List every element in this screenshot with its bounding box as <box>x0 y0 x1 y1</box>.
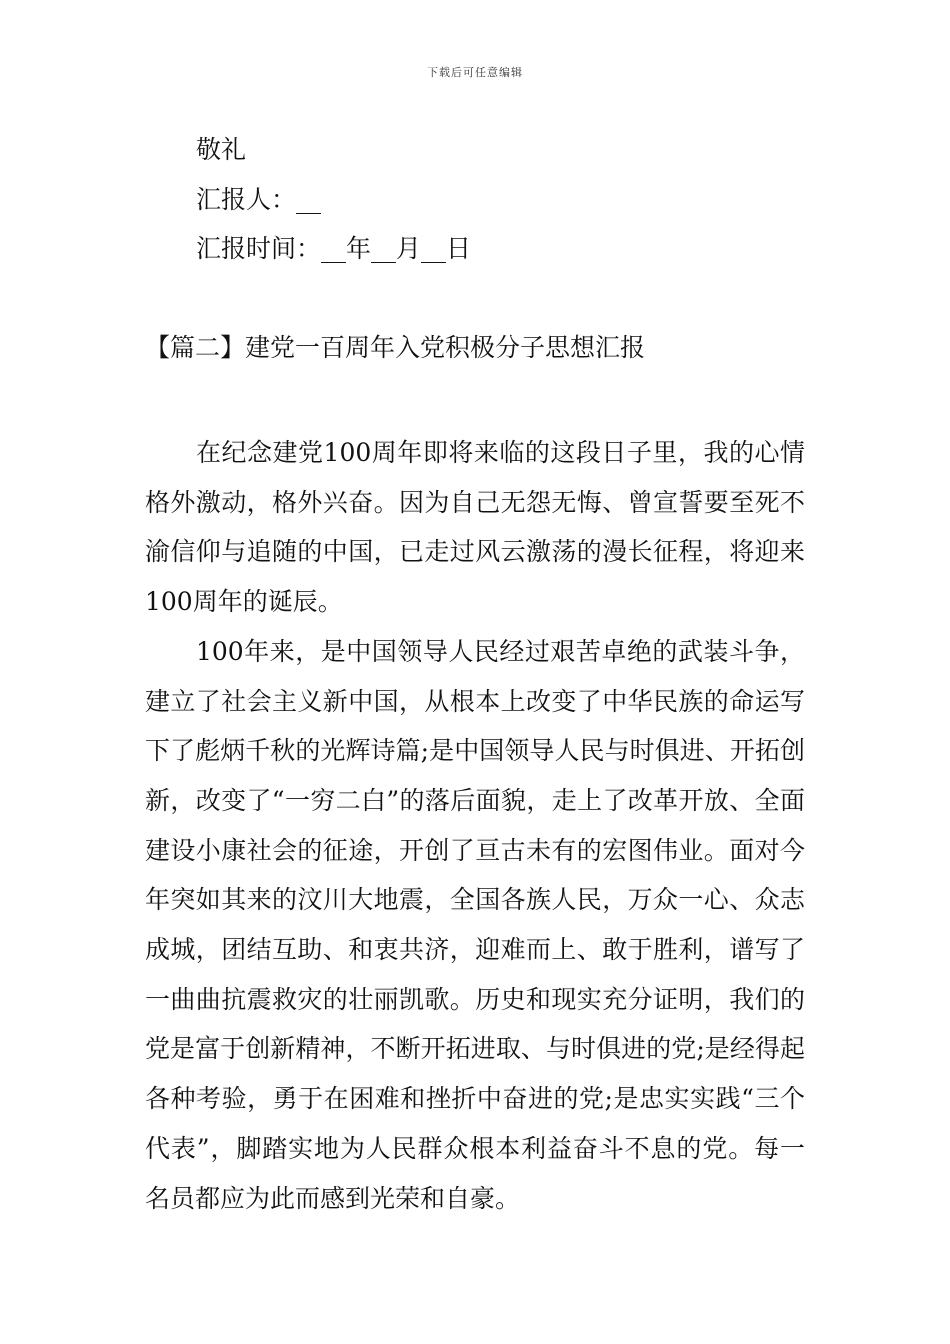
closing-salute: 敬礼 <box>196 135 247 164</box>
paragraph-1: 在纪念建党100周年即将来临的这段日子里，我的心情格外激动，格外兴奋。因为自己无怨无悔、曾宣誓要至死不渝信仰与追随的中国，已走过风云激荡的漫长征程，将迎来100周年的诞辰。 <box>145 438 805 617</box>
paragraph-2: 100年来，是中国领导人民经过艰苦卓绝的武装斗争，建立了社会主义新中国，从根本上改变了中华民族的命运写下了彪炳千秋的光辉诗篇;是中国领导人民与时俱进、开拓创新，改变了“一穷二白”的落后面貌，走上了改革开放、全面建设小康社会的征途，开创了亘古未有的宏图伟业。面对今年突如其来的汶川大地震，全国各族人民，万众一心、众志成城，团结互助、和衷共济，迎难而上、敢于胜利，谱写了一曲曲抗震救灾的壮丽凯歌。历史和现实充分证明，我们的党是富于创新精神，不断开拓进取、与时俱进的党;是经得起各种考验，勇于在困难和挫折中奋进的党;是忠实实践“三个代表”，脚踏实地为人民群众根本利益奋斗不息的党。每一名员都应为此而感到光荣和自豪。 <box>145 636 805 1213</box>
body-text <box>145 428 805 1223</box>
reporter-line: 汇报人：__ <box>196 185 322 214</box>
page-header: 下载后可任意编辑 <box>427 66 523 79</box>
section-title: 【篇二】建党一百周年入党积极分子思想汇报 <box>145 333 646 362</box>
report-date-line: 汇报时间：__年__月__日 <box>196 234 472 263</box>
